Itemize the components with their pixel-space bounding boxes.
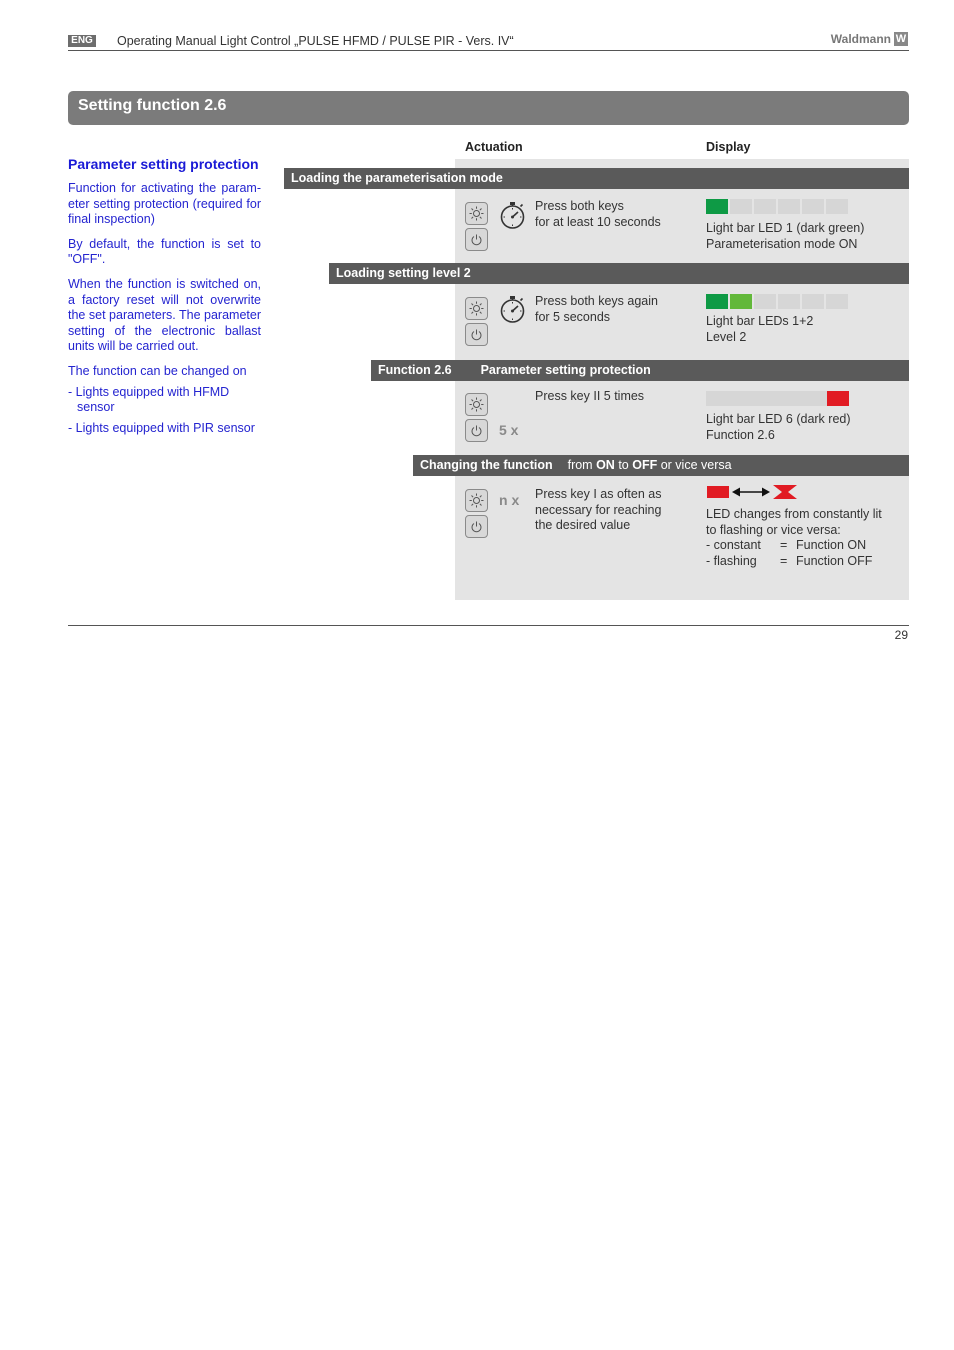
legend-eq: =	[780, 553, 788, 568]
sidebar-paragraph: When the function is switched on, a factory reset will not overwrite the set parameters. The parameter setting of the electronic ballast units will be carried out.	[68, 276, 261, 354]
legend-value: Function OFF	[796, 553, 873, 568]
key-pair	[465, 393, 490, 445]
display-text	[706, 507, 882, 569]
document-title: Operating Manual Light Control „PULSE HFMD / PULSE PIR - Vers. IV“	[117, 34, 514, 48]
display-line: Light bar LEDs 1+2	[706, 314, 814, 328]
actuation-text	[535, 199, 661, 230]
actuation-text	[535, 294, 658, 325]
band-function-code: Function 2.6	[378, 363, 452, 377]
led-1	[706, 199, 728, 214]
power-key-icon	[465, 419, 488, 442]
band-text: from	[567, 458, 593, 472]
actuation-text	[535, 389, 644, 405]
legend-label: - flashing	[706, 553, 757, 568]
sun-key-icon	[465, 297, 488, 320]
brand-logo: W	[895, 33, 907, 45]
list-item: - Lights equipped with HFMD sensor	[68, 384, 230, 415]
stopwatch-icon	[499, 295, 526, 329]
led-5	[802, 199, 824, 214]
display-line: Light bar LED 1 (dark green)	[706, 221, 865, 235]
led-4	[778, 199, 800, 214]
sidebar-paragraph: By default, the function is set to "OFF".	[68, 236, 261, 267]
led-1	[706, 294, 728, 309]
display-text	[706, 412, 851, 443]
sidebar-text	[68, 181, 261, 441]
key-pair	[465, 489, 490, 541]
double-arrow-icon	[732, 486, 770, 498]
led-2	[730, 294, 752, 309]
actuation-line: Press key I as often as	[535, 487, 662, 501]
actuation-line: the desired value	[535, 518, 631, 532]
led-3	[754, 294, 776, 309]
display-line: Parameterisation mode ON	[706, 236, 858, 251]
flash-icon	[773, 485, 797, 499]
led-4	[778, 294, 800, 309]
band-text: to	[618, 458, 629, 472]
key-pair	[465, 297, 490, 349]
sun-key-icon	[465, 393, 488, 416]
led-1-5	[706, 391, 827, 406]
legend-eq: =	[780, 538, 788, 552]
light-bar	[706, 294, 848, 309]
led-3	[754, 199, 776, 214]
power-key-icon	[465, 323, 488, 346]
step-band	[371, 360, 909, 381]
band-text: or vice versa	[660, 458, 732, 472]
led-6	[827, 391, 849, 406]
stopwatch-icon	[499, 201, 526, 235]
actuation-text	[535, 487, 661, 534]
band-function-name: Parameter setting protection	[480, 363, 651, 377]
key-pair	[465, 202, 490, 254]
band-text: ON	[596, 458, 615, 472]
power-key-icon	[465, 228, 488, 251]
step-band: Loading setting level 2	[329, 263, 909, 284]
led-2	[730, 199, 752, 214]
constant-led	[707, 486, 729, 498]
brand-name: Waldmann	[830, 32, 891, 46]
led-6	[826, 199, 848, 214]
sidebar-paragraph: The function can be changed on	[68, 363, 247, 378]
press-multiplier: 5 x	[499, 422, 519, 438]
display-line: Function 2.6	[706, 427, 775, 442]
state-legend	[706, 538, 882, 569]
legend-label: - constant	[706, 538, 761, 552]
display-text	[706, 221, 864, 252]
actuation-line: necessary for reaching	[535, 502, 662, 517]
actuation-line: Press both keys again	[535, 294, 658, 308]
list-item: - Lights equipped with PIR sensor	[68, 420, 255, 435]
sidebar-list	[68, 385, 261, 437]
light-bar	[706, 391, 849, 406]
display-line: Light bar LED 6 (dark red)	[706, 412, 851, 426]
band-text: OFF	[632, 458, 658, 472]
display-text	[706, 314, 813, 345]
step-band: Loading the parameterisation mode	[284, 168, 909, 189]
display-line: to flashing or vice versa:	[706, 522, 841, 537]
actuation-line: for at least 10 seconds	[535, 214, 661, 229]
legend-value: Function ON	[796, 538, 867, 552]
section-title: Setting function 2.6	[68, 91, 909, 125]
language-badge: ENG	[68, 35, 96, 47]
actuation-line: Press both keys	[535, 199, 624, 213]
column-header-actuation: Actuation	[465, 140, 523, 154]
light-bar	[706, 199, 848, 214]
sun-key-icon	[465, 489, 488, 512]
actuation-line: Press key II 5 times	[535, 389, 645, 403]
sidebar-heading: Parameter setting protection	[68, 156, 259, 172]
led-5	[802, 294, 824, 309]
led-6	[826, 294, 848, 309]
header-rule	[68, 50, 909, 51]
step-band	[413, 455, 909, 476]
led-toggle-diagram	[707, 485, 797, 499]
column-header-display: Display	[706, 140, 751, 154]
sidebar-paragraph: Function for activating the param-eter setting protection (required for final inspection)	[68, 181, 261, 227]
actuation-line: for 5 seconds	[535, 309, 611, 324]
press-multiplier: n x	[499, 492, 520, 508]
band-bold: Changing the function	[420, 458, 553, 472]
footer-rule	[68, 625, 909, 626]
page-number: 29	[894, 628, 908, 642]
sun-key-icon	[465, 202, 488, 225]
power-key-icon	[465, 515, 488, 538]
brand	[831, 32, 908, 46]
display-line: Level 2	[706, 329, 747, 344]
display-line: LED changes from constantly lit	[706, 507, 882, 521]
